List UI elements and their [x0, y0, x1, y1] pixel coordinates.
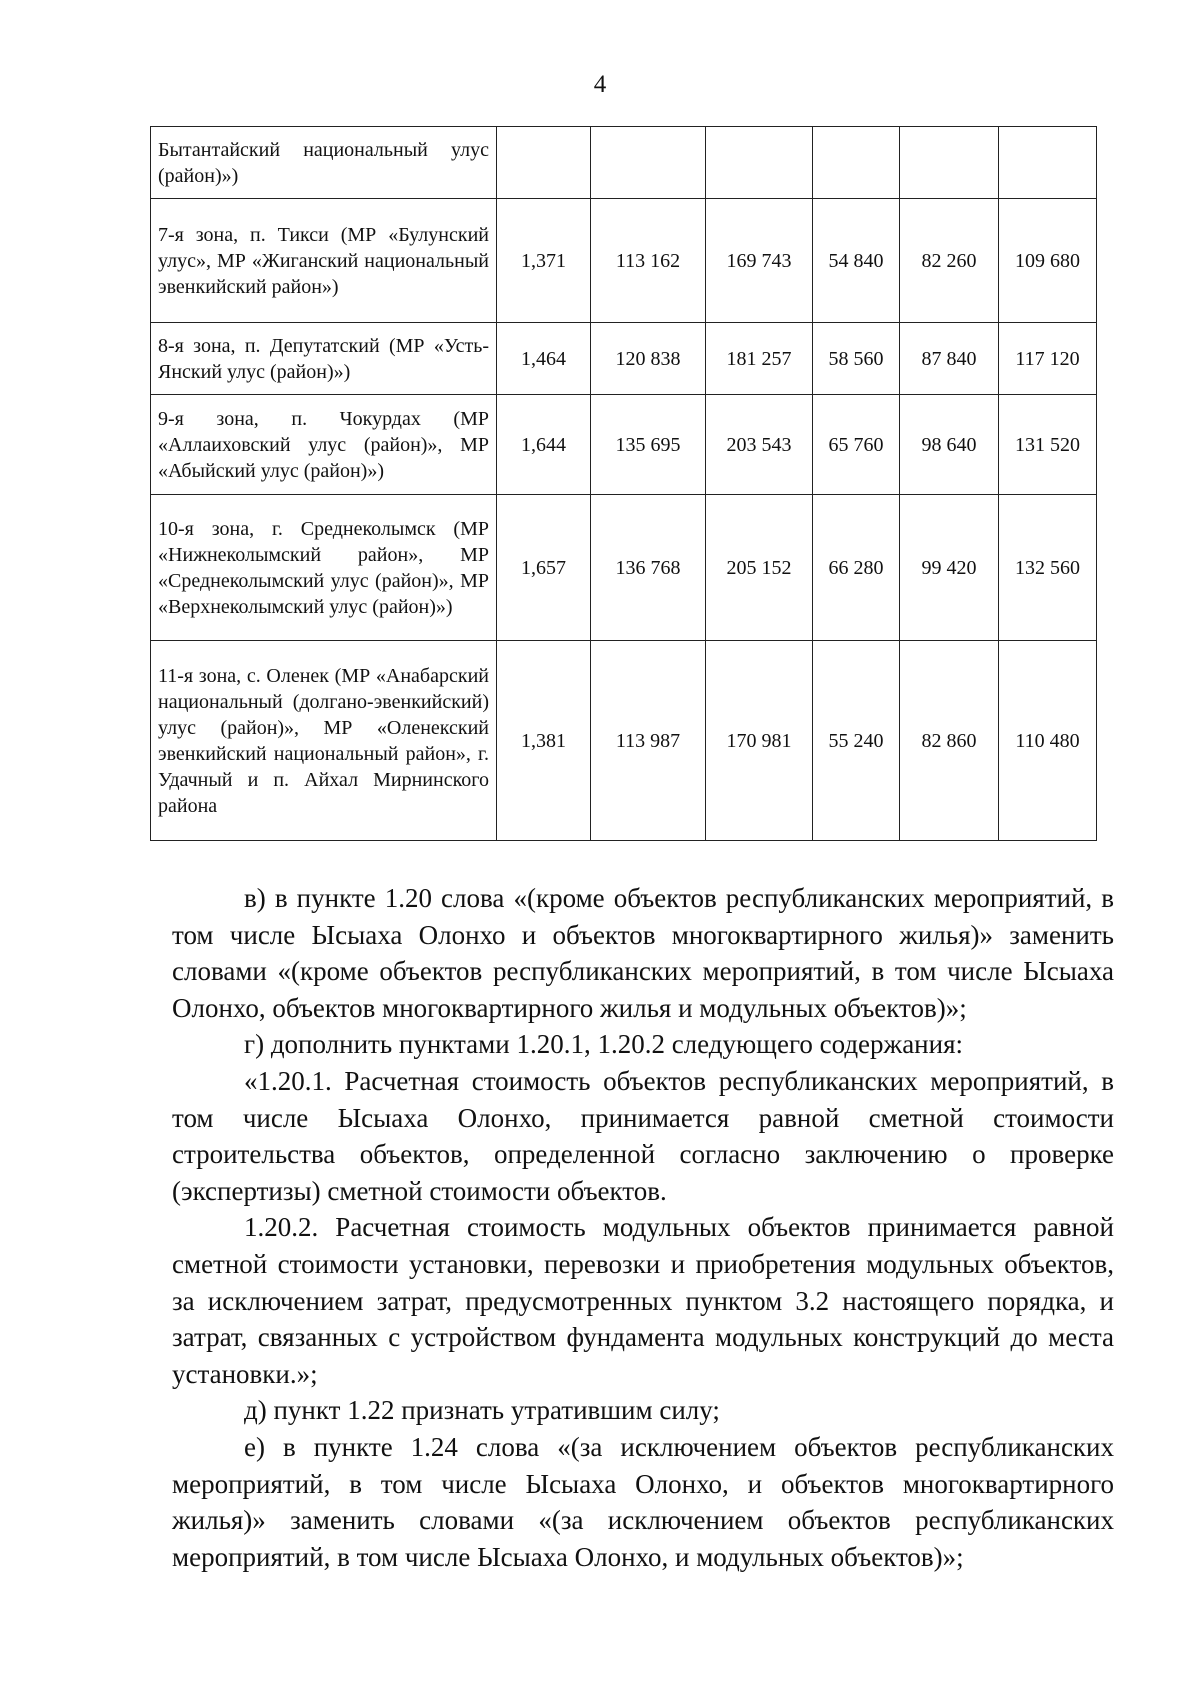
value-cell: [706, 127, 813, 199]
value-cell: 113 162: [591, 199, 706, 323]
value-cell: [999, 127, 1097, 199]
value-cell: 98 640: [900, 395, 999, 495]
table-row: [151, 495, 1097, 641]
value-cell: 170 981: [706, 641, 813, 841]
table-row: [151, 395, 1097, 495]
coefficient-cell: 1,644: [497, 395, 591, 495]
value-cell: 55 240: [813, 641, 900, 841]
table-row: [151, 127, 1097, 199]
value-cell: 54 840: [813, 199, 900, 323]
table-row: [151, 199, 1097, 323]
value-cell: 135 695: [591, 395, 706, 495]
amendment-text: [172, 880, 1114, 1575]
value-cell: 109 680: [999, 199, 1097, 323]
zone-name-cell: 8-я зона, п. Депутатский (МР «Усть-Янский улус (район)»): [151, 323, 497, 395]
coefficient-cell: 1,371: [497, 199, 591, 323]
value-cell: 169 743: [706, 199, 813, 323]
coefficient-cell: 1,657: [497, 495, 591, 641]
value-cell: 131 520: [999, 395, 1097, 495]
table-row: [151, 641, 1097, 841]
value-cell: 203 543: [706, 395, 813, 495]
coefficient-cell: 1,464: [497, 323, 591, 395]
zone-name-cell: Бытантайский национальный улус (район)»): [151, 127, 497, 199]
paragraph: г) дополнить пунктами 1.20.1, 1.20.2 следующего содержания:: [244, 1029, 963, 1060]
paragraph: д) пункт 1.22 признать утратившим силу;: [244, 1395, 720, 1426]
coefficient-cell: [497, 127, 591, 199]
value-cell: [900, 127, 999, 199]
coefficient-cell: 1,381: [497, 641, 591, 841]
value-cell: 58 560: [813, 323, 900, 395]
value-cell: [813, 127, 900, 199]
value-cell: 120 838: [591, 323, 706, 395]
paragraph: «1.20.1. Расчетная стоимость объектов республиканских мероприятий, в том числе Ысыаха Олонхо, принимается равной сметной стоимости строительства объектов, определенной согласно заключению о проверке (экспертизы) сметной стоимости объектов.: [172, 1065, 1114, 1206]
value-cell: 99 420: [900, 495, 999, 641]
value-cell: 132 560: [999, 495, 1097, 641]
table-row: [151, 323, 1097, 395]
paragraph: е) в пункте 1.24 слова «(за исключением объектов республиканских мероприятий, в том числе Ысыаха Олонхо, и объектов многоквартирного жилья)» заменить словами «(за исключением объектов республиканских мероприятий, в том числе Ысыаха Олонхо, и модульных объектов)»;: [172, 1431, 1114, 1572]
paragraph: в) в пункте 1.20 слова «(кроме объектов республиканских мероприятий, в том числе Ысыаха Олонхо и объектов многоквартирного жилья)» заменить словами «(кроме объектов республиканских мероприятий, в том числе Ысыаха Олонхо, объектов многоквартирного жилья и модульных объектов)»;: [172, 883, 1114, 1023]
zone-name-cell: 10-я зона, г. Среднеколымск (МР «Нижнеколымский район», МР «Среднеколымский улус (район)», МР «Верхнеколымский улус (район)»): [151, 495, 497, 641]
page-number: 4: [593, 71, 607, 98]
value-cell: 82 860: [900, 641, 999, 841]
value-cell: 113 987: [591, 641, 706, 841]
value-cell: 65 760: [813, 395, 900, 495]
value-cell: [591, 127, 706, 199]
zone-name-cell: 11-я зона, с. Оленек (МР «Анабарский национальный (долгано-эвенкийский) улус (район)», МР «Оленекский эвенкийский национальный район», г. Удачный и п. Айхал Мирнинского района: [151, 641, 497, 841]
value-cell: 117 120: [999, 323, 1097, 395]
zones-table: [150, 126, 1097, 841]
value-cell: 110 480: [999, 641, 1097, 841]
value-cell: 136 768: [591, 495, 706, 641]
zone-name-cell: 9-я зона, п. Чокурдах (МР «Аллаиховский улус (район)», МР «Абыйский улус (район)»): [151, 395, 497, 495]
value-cell: 82 260: [900, 199, 999, 323]
value-cell: 66 280: [813, 495, 900, 641]
value-cell: 87 840: [900, 323, 999, 395]
value-cell: 181 257: [706, 323, 813, 395]
paragraph: 1.20.2. Расчетная стоимость модульных объектов принимается равной сметной стоимости установки, перевозки и приобретения модульных объектов, за исключением затрат, предусмотренных пунктом 3.2 настоящего порядка, и затрат, связанных с устройством фундамента модульных конструкций до места установки.»;: [172, 1212, 1114, 1389]
value-cell: 205 152: [706, 495, 813, 641]
zone-name-cell: 7-я зона, п. Тикси (МР «Булунский улус», МР «Жиганский национальный эвенкийский район»): [151, 199, 497, 323]
